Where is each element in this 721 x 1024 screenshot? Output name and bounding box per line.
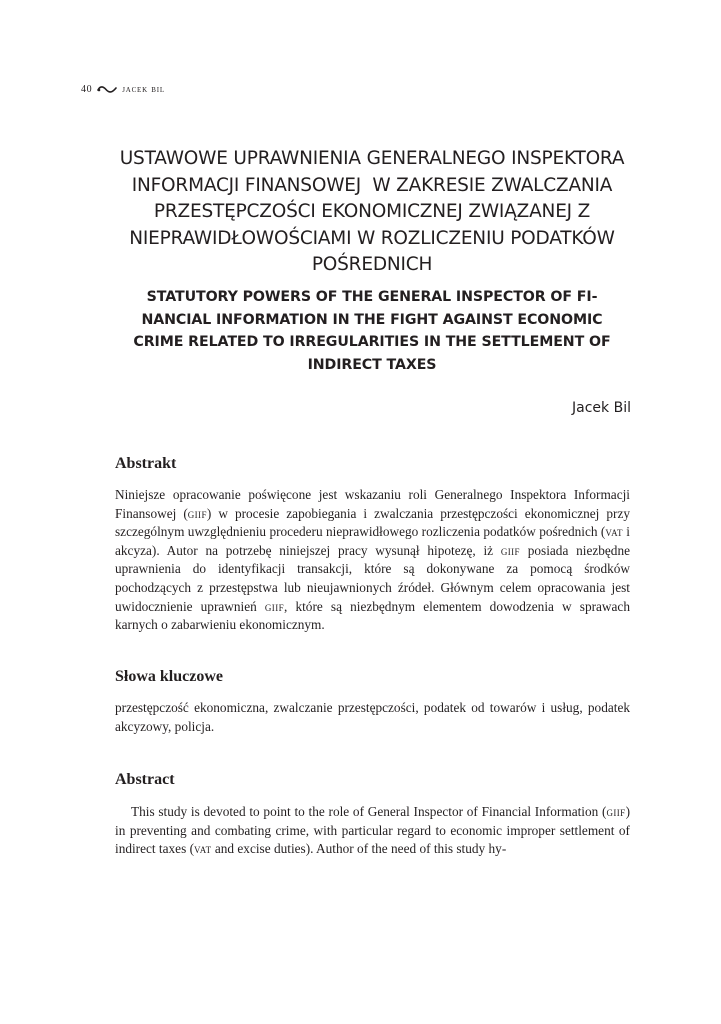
title-english-line: NANCIAL INFORMATION IN THE FIGHT AGAINST ECONOMIC: [141, 311, 603, 328]
abstrakt-text: Niniejsze opracowanie poświęcone jest wskazaniu roli Generalnego Inspektora Informacji Finansowej (: [115, 487, 630, 521]
title-polish-line: PRZESTĘPCZOŚCI EKONOMICZNEJ ZWIĄZANEJ Z: [153, 201, 591, 222]
abstrakt-text: ) w procesie zapobiegania i zwalczania przestępczości ekonomicznej przy szczególnym uwzględnieniu procederu nieprawidłowego rozliczenia podatków pośrednich (: [115, 505, 630, 540]
running-head: [81, 84, 165, 95]
abstrakt-paragraph: [115, 486, 630, 635]
title-polish-line: NIEPRAWIDŁOWOŚCIAMI W ROZLICZENIU PODATKÓW: [129, 227, 615, 249]
abstract-text: and excise duties). Author of the need of this study hy-: [211, 841, 507, 857]
title-english: [112, 286, 632, 376]
abstract-text: This study is devoted to point to the role of General Inspector of Financial Information (: [131, 804, 607, 819]
title-english-line: INDIRECT TAXES: [307, 356, 437, 373]
abstrakt-heading: Abstrakt: [115, 455, 177, 472]
keywords-pl-text: przestępczość ekonomiczna, zwalczanie przestępczości, podatek od towarów i usług, podatek akcyzowy, policja.: [115, 700, 630, 734]
title-polish-line: USTAWOWE UPRAWNIENIA GENERALNEGO INSPEKTORA: [119, 148, 625, 169]
running-head-author: jacek bil: [122, 84, 165, 95]
abstract-heading: Abstract: [115, 771, 175, 788]
abstrakt-text: , które są niezbędnym elementem dowodzenia w sprawach karnych o zabarwieniu ekonomicznym.: [115, 598, 630, 633]
acronym-giif: giif: [606, 804, 626, 819]
swash-ornament-icon: [97, 85, 117, 94]
page-number: 40: [81, 84, 93, 95]
acronym-giif: giif: [187, 505, 207, 521]
author-name: Jacek Bil: [572, 400, 631, 416]
abstract-paragraph: [115, 803, 630, 859]
title-english-line: STATUTORY POWERS OF THE GENERAL INSPECTOR OF FI-: [146, 289, 598, 305]
abstrakt-text: i akcyza). Autor na potrzebę niniejszej pracy wysunął hipotezę, iż: [115, 524, 630, 558]
title-polish-line: POŚREDNICH: [311, 254, 433, 275]
title-polish-line: INFORMACJI FINANSOWEJ W ZAKRESIE ZWALCZANIA: [131, 174, 613, 196]
keywords-pl-heading: Słowa kluczowe: [115, 668, 223, 685]
acronym-giif: giif: [264, 598, 285, 614]
title-polish: [100, 146, 644, 279]
acronym-giif: giif: [500, 542, 520, 558]
acronym-vat: vat: [605, 524, 623, 540]
abstrakt-text: posiada niezbędne uprawnienia do identyfikacji transakcji, które są dokonywane za pomocą środków pochodzących z przestępstwa lub nieujawnionych źródeł. Głównym celem opracowania jest uwidocznienie uprawnień: [115, 542, 630, 614]
acronym-vat: vat: [194, 841, 212, 857]
title-english-line: CRIME RELATED TO IRREGULARITIES IN THE SETTLEMENT OF: [133, 334, 611, 350]
abstract-text: ) in preventing and combating crime, with particular regard to economic improper settlement of indirect taxes (: [115, 804, 630, 857]
